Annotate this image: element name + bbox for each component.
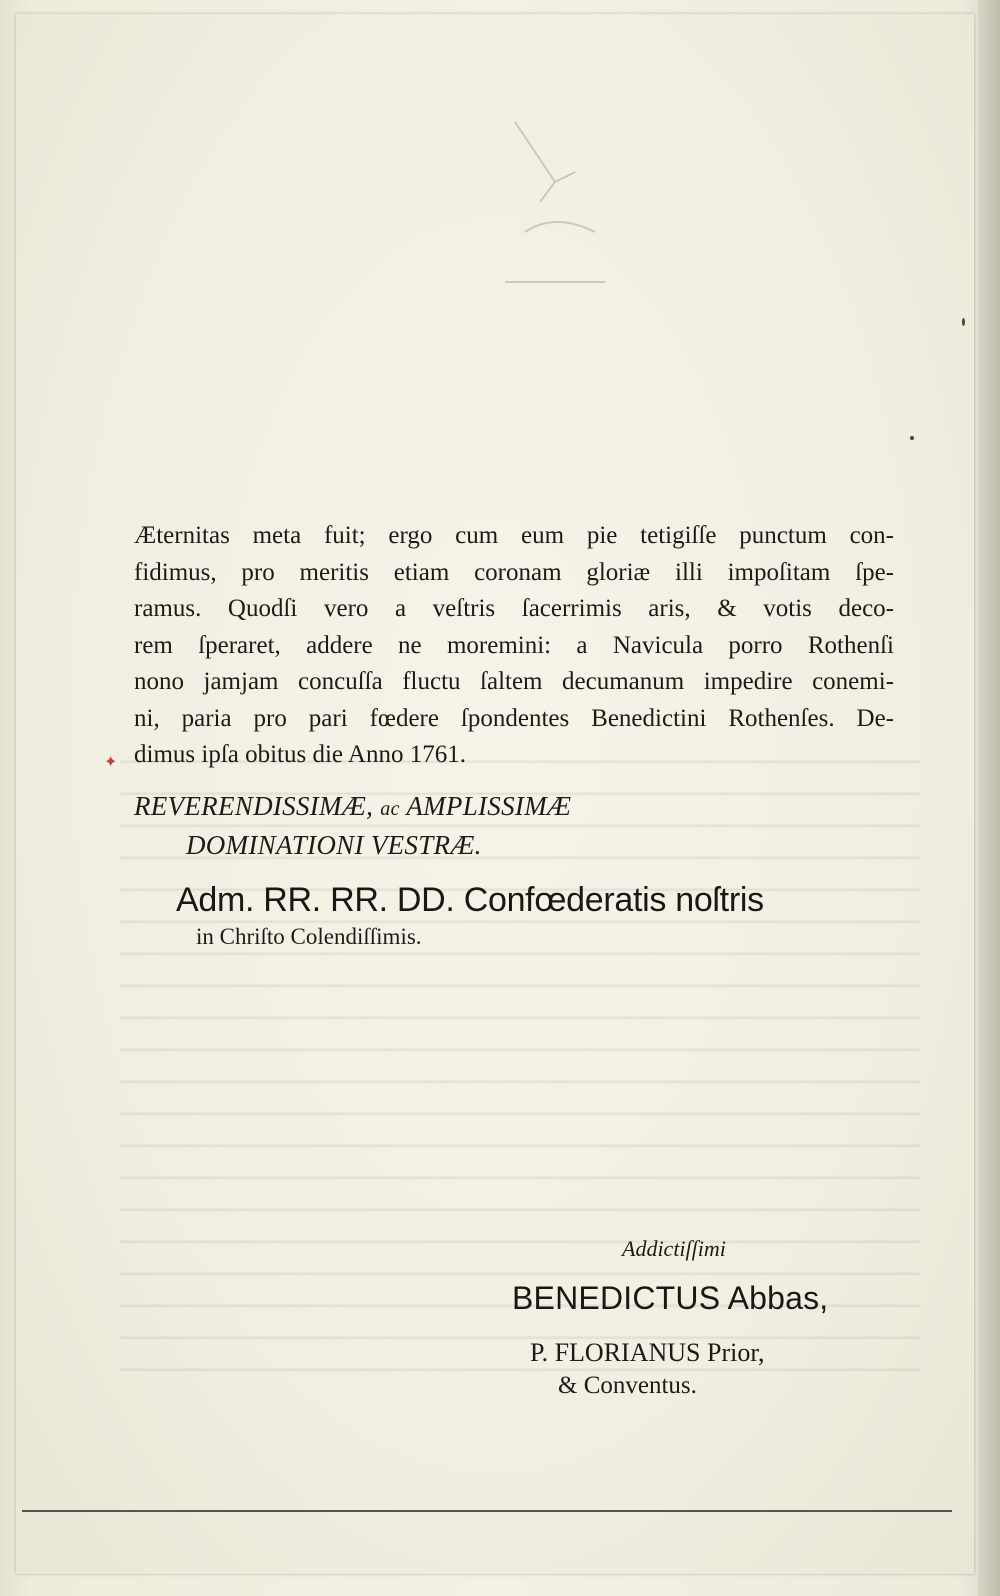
salutation-conjunction: ac: [380, 798, 400, 820]
body-line: ni, paria pro pari fœdere ſpondentes Benedictini Rothenſes. De-: [134, 704, 894, 732]
paper-speck: [910, 436, 914, 440]
salutation-part: AMPLISSIMÆ: [406, 791, 572, 821]
body-line: fidimus, pro meritis etiam coronam gloriæ illi impoſitam ſpe-: [134, 558, 894, 586]
signer-conventus: & Conventus.: [558, 1372, 697, 1399]
salutation: [134, 788, 571, 863]
body-line: rem ſperaret, addere ne moremini: a Navicula porro Rothenſi: [134, 631, 894, 659]
binding-edge: [978, 0, 1000, 1596]
watermark-icon: [495, 112, 615, 292]
addressee-line-1: Adm. RR. RR. DD. Confœderatis noſtris: [176, 881, 764, 919]
paper-speck: [962, 318, 965, 326]
signer-prior: P. FLORIANUS Prior,: [530, 1338, 765, 1367]
salutation-line-2: DOMINATIONI VESTRÆ.: [186, 830, 482, 860]
addressee-line-2: in Chriſto Colendiſſimis.: [196, 924, 422, 949]
red-ink-mark-icon: ✦: [104, 754, 118, 771]
signer-abbas: BENEDICTUS Abbas,: [512, 1280, 829, 1316]
body-line: Æternitas meta fuit; ergo cum eum pie tetigiſſe punctum con-: [134, 522, 894, 549]
body-line: nono jamjam concuſſa fluctu ſaltem decumanum impedire conemi-: [134, 668, 894, 695]
body-line: ramus. Quodſi vero a veſtris ſacerrimis aris, & votis deco-: [134, 595, 894, 622]
salutation-part: REVERENDISSIMÆ,: [134, 791, 374, 821]
closing-addictissimi: Addictiſſimi: [622, 1236, 726, 1261]
show-through-text: [170, 365, 870, 413]
body-line: dimus ipſa obitus die Anno 1761.: [134, 741, 466, 768]
page-bottom-edge: [22, 1510, 952, 1512]
body-paragraph: [134, 518, 894, 774]
